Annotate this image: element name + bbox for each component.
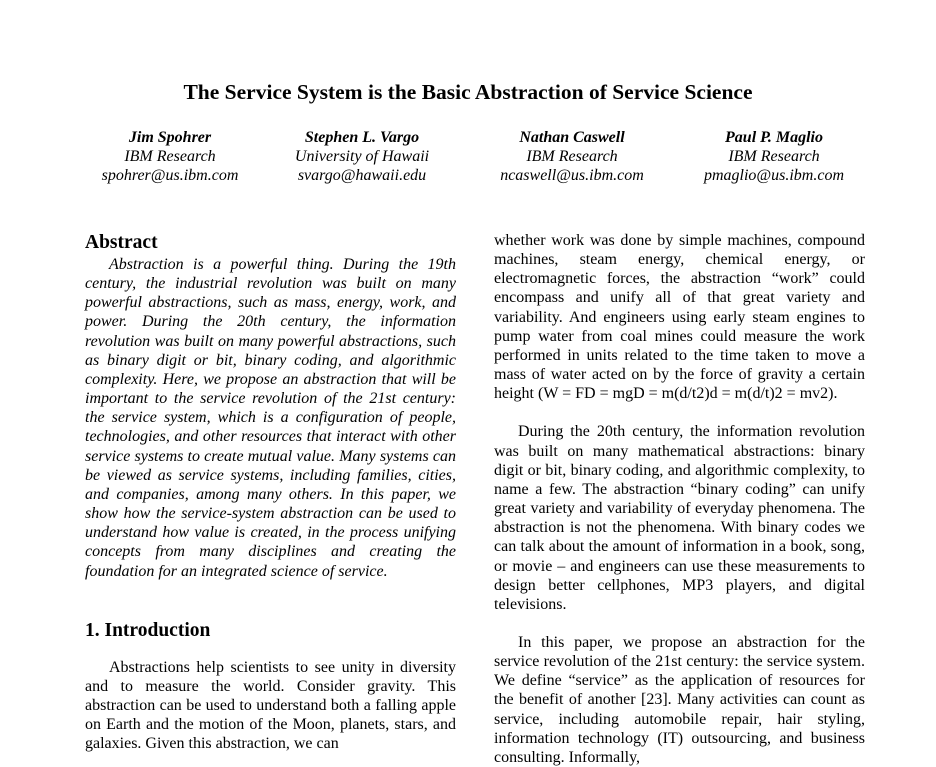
introduction-paragraph: Abstractions help scientists to see unity in diversity and to measure the world. Consider gravity. This abstraction can be used to understand both a falling apple on Earth and the motion of the Moon, planets, stars, and galaxies. Given this abstraction, we can <box>85 658 456 753</box>
author-name: Jim Spohrer <box>128 129 212 146</box>
author-name: Paul P. Maglio <box>725 129 823 146</box>
left-column <box>85 231 456 753</box>
author-name: Stephen L. Vargo <box>304 129 420 146</box>
abstract-heading: Abstract <box>85 232 158 253</box>
introduction-heading: 1. Introduction <box>85 619 211 641</box>
author-block-2 <box>262 128 462 185</box>
author-affiliation: IBM Research <box>124 148 216 165</box>
author-affiliation: IBM Research <box>526 148 618 165</box>
author-email: pmaglio@us.ibm.com <box>703 167 845 184</box>
abstract-body: Abstraction is a powerful thing. During the 19th century, the industrial revolution was built on many powerful abstractions, such as mass, energy, work, and power. During the 20th century, the information revolution was built on many powerful abstractions, such as binary digit or bit, binary coding, and algorithmic complexity. Here, we propose an abstraction that will be important to the service revolution of the 21st century: the service system, which is a configuration of people, technologies, and other resources that interact with other service systems to create mutual value. Many systems can be viewed as service systems, including families, cities, and companies, among many others. In this paper, we show how the service-system abstraction can be used to understand how value is created, in the process unifying concepts from many disciplines and creating the foundation for an integrated science of service. <box>85 256 456 580</box>
author-block-4 <box>674 128 874 185</box>
author-email: svargo@hawaii.edu <box>297 167 427 184</box>
author-email: spohrer@us.ibm.com <box>101 167 239 184</box>
author-block-3 <box>472 128 672 185</box>
body-paragraph-service-system: In this paper, we propose an abstraction for the service revolution of the 21st century: the service system. We define “service” as the application of resources for the benefit of another [23]. Many activities can count as service, including automobile repair, hair styling, information technology (IT) outsourcing, and business consulting. Informally, <box>494 633 865 766</box>
body-paragraph-information-revolution: During the 20th century, the information revolution was built on many mathematical abstractions: binary digit or bit, binary coding, and algorithmic complexity, to name a few. The abstraction “binary coding” can unify great variety and variability of everyday phenomena. The abstraction is not the phenomena. With binary codes we can talk about the amount of information in a book, song, or movie – and engineers can use these measurements to design better cellphones, MP3 players, and digital televisions. <box>494 423 865 613</box>
author-affiliation: IBM Research <box>728 148 820 165</box>
author-email: ncaswell@us.ibm.com <box>500 167 644 184</box>
body-paragraph-work: whether work was done by simple machines, compound machines, steam energy, chemical energy, or electromagnetic forces, the abstraction “work” could encompass and unify all of that great variety and variability. And engineers using early steam engines to pump water from coal mines could measure the work performed in units related to the time taken to move a mass of water acted on by the force of gravity a certain height (W = FD = mgD = m(d/t2)d = m(d/t)2 = mv2). <box>494 232 865 403</box>
author-block-1 <box>70 128 270 185</box>
right-column <box>494 231 865 767</box>
author-name: Nathan Caswell <box>519 129 625 146</box>
paper-title: The Service System is the Basic Abstraction of Service Science <box>183 80 753 104</box>
author-affiliation: University of Hawaii <box>294 148 430 165</box>
